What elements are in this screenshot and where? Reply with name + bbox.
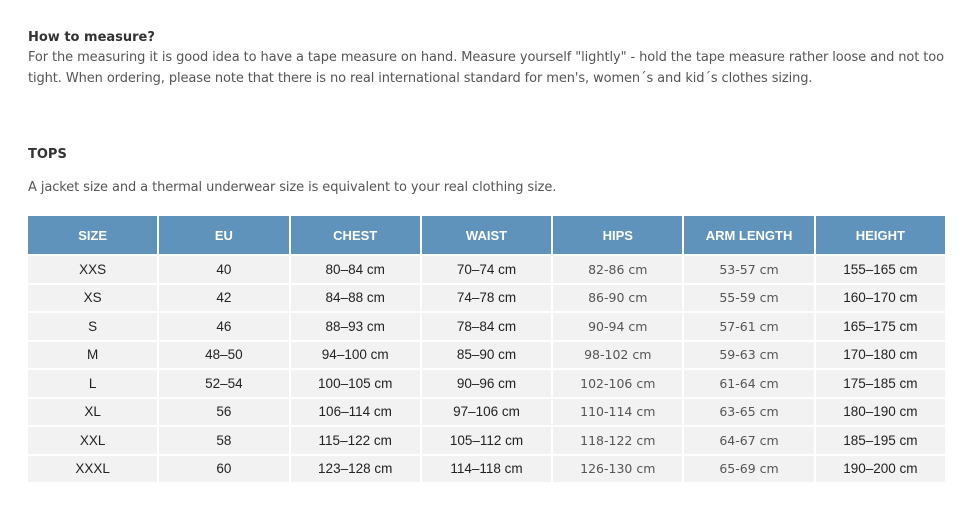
cell-eu: 52–54 bbox=[159, 370, 288, 397]
cell-chest: 84–88 cm bbox=[291, 285, 420, 312]
table-row bbox=[28, 256, 945, 283]
cell-height: 170–180 cm bbox=[816, 342, 945, 369]
tops-size-table bbox=[26, 214, 947, 484]
table-row bbox=[28, 399, 945, 426]
cell-arm-length: 55-59 cm bbox=[684, 285, 813, 312]
cell-height: 175–185 cm bbox=[816, 370, 945, 397]
cell-hips: 118-122 cm bbox=[553, 427, 682, 454]
cell-chest: 80–84 cm bbox=[291, 256, 420, 283]
cell-hips: 86-90 cm bbox=[553, 285, 682, 312]
cell-height: 190–200 cm bbox=[816, 456, 945, 483]
table-row bbox=[28, 427, 945, 454]
cell-waist: 70–74 cm bbox=[422, 256, 551, 283]
cell-height: 165–175 cm bbox=[816, 313, 945, 340]
table-header-row bbox=[28, 216, 945, 254]
table-row bbox=[28, 456, 945, 483]
header-arm-length: ARM LENGTH bbox=[684, 216, 813, 254]
cell-chest: 115–122 cm bbox=[291, 427, 420, 454]
table-body bbox=[28, 256, 945, 482]
cell-hips: 98-102 cm bbox=[553, 342, 682, 369]
cell-size: XXS bbox=[28, 256, 157, 283]
cell-height: 185–195 cm bbox=[816, 427, 945, 454]
header-waist: WAIST bbox=[422, 216, 551, 254]
cell-arm-length: 61-64 cm bbox=[684, 370, 813, 397]
cell-size: XL bbox=[28, 399, 157, 426]
header-size: SIZE bbox=[28, 216, 157, 254]
cell-arm-length: 59-63 cm bbox=[684, 342, 813, 369]
how-to-measure-text: For the measuring it is good idea to have a tape measure on hand. Measure yourself "lightly" - hold the tape measure rather loose and not too tight. When ordering, please note that there is no real international standard for men's, women´s and kid´s clothes sizing. bbox=[28, 50, 944, 86]
cell-hips: 102-106 cm bbox=[553, 370, 682, 397]
tops-note: A jacket size and a thermal underwear size is equivalent to your real clothing size. bbox=[28, 180, 557, 195]
cell-arm-length: 63-65 cm bbox=[684, 399, 813, 426]
table-row bbox=[28, 370, 945, 397]
cell-waist: 74–78 cm bbox=[422, 285, 551, 312]
cell-eu: 56 bbox=[159, 399, 288, 426]
table-row bbox=[28, 313, 945, 340]
cell-eu: 48–50 bbox=[159, 342, 288, 369]
cell-eu: 40 bbox=[159, 256, 288, 283]
tops-heading: TOPS bbox=[28, 147, 67, 162]
cell-arm-length: 65-69 cm bbox=[684, 456, 813, 483]
cell-eu: 58 bbox=[159, 427, 288, 454]
cell-hips: 126-130 cm bbox=[553, 456, 682, 483]
cell-size: XS bbox=[28, 285, 157, 312]
cell-hips: 82-86 cm bbox=[553, 256, 682, 283]
header-chest: CHEST bbox=[291, 216, 420, 254]
cell-eu: 60 bbox=[159, 456, 288, 483]
cell-waist: 78–84 cm bbox=[422, 313, 551, 340]
cell-waist: 105–112 cm bbox=[422, 427, 551, 454]
size-guide-content bbox=[28, 28, 953, 477]
cell-arm-length: 53-57 cm bbox=[684, 256, 813, 283]
cell-height: 180–190 cm bbox=[816, 399, 945, 426]
cell-eu: 46 bbox=[159, 313, 288, 340]
header-hips: HIPS bbox=[553, 216, 682, 254]
cell-arm-length: 64-67 cm bbox=[684, 427, 813, 454]
cell-size: S bbox=[28, 313, 157, 340]
cell-chest: 94–100 cm bbox=[291, 342, 420, 369]
cell-size: L bbox=[28, 370, 157, 397]
cell-size: XXL bbox=[28, 427, 157, 454]
header-eu: EU bbox=[159, 216, 288, 254]
cell-waist: 97–106 cm bbox=[422, 399, 551, 426]
table-row bbox=[28, 342, 945, 369]
cell-waist: 85–90 cm bbox=[422, 342, 551, 369]
cell-size: M bbox=[28, 342, 157, 369]
cell-chest: 88–93 cm bbox=[291, 313, 420, 340]
cell-height: 160–170 cm bbox=[816, 285, 945, 312]
cell-arm-length: 57-61 cm bbox=[684, 313, 813, 340]
cell-hips: 90-94 cm bbox=[553, 313, 682, 340]
cell-eu: 42 bbox=[159, 285, 288, 312]
cell-size: XXXL bbox=[28, 456, 157, 483]
how-to-measure-heading: How to measure? bbox=[28, 30, 155, 45]
cell-hips: 110-114 cm bbox=[553, 399, 682, 426]
table-row bbox=[28, 285, 945, 312]
cell-chest: 100–105 cm bbox=[291, 370, 420, 397]
cell-chest: 106–114 cm bbox=[291, 399, 420, 426]
cell-height: 155–165 cm bbox=[816, 256, 945, 283]
cell-chest: 123–128 cm bbox=[291, 456, 420, 483]
cell-waist: 90–96 cm bbox=[422, 370, 551, 397]
cell-waist: 114–118 cm bbox=[422, 456, 551, 483]
header-height: HEIGHT bbox=[816, 216, 945, 254]
